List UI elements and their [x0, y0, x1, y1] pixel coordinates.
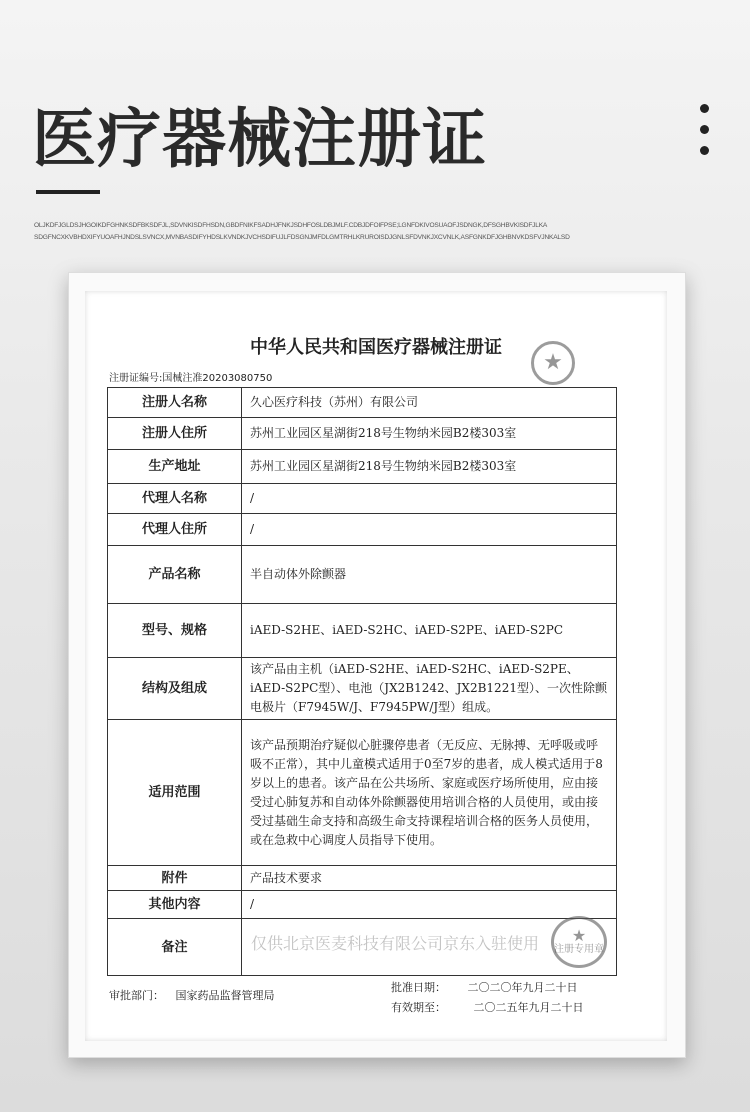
row-label: 备注	[108, 919, 242, 976]
row-label: 适用范围	[108, 720, 242, 866]
official-stamp: ★ 注册专用章	[551, 916, 607, 968]
table-row	[108, 604, 617, 658]
more-icon[interactable]	[700, 104, 714, 167]
watermark: 仅供北京医麦科技有限公司京东入驻使用	[251, 934, 540, 953]
row-label: 注册人名称	[108, 388, 242, 418]
row-label: 代理人名称	[108, 484, 242, 514]
table-row	[108, 388, 617, 418]
row-label: 代理人住所	[108, 514, 242, 546]
star-icon: ★	[543, 350, 563, 375]
row-value: 该产品由主机（iAED-S2HE、iAED-S2HC、iAED-S2PE、iAED-S2PC型）、电池（JX2B1242、JX2B1221型）、一次性除颤电极片（F7945W/J、F7945PW/J型）组成。	[242, 658, 617, 720]
table-row	[108, 546, 617, 604]
row-value: /	[242, 484, 617, 514]
row-label: 其他内容	[108, 891, 242, 919]
row-value: 苏州工业园区星湖街218号生物纳米园B2楼303室	[242, 450, 617, 484]
row-label: 结构及组成	[108, 658, 242, 720]
star-icon: ★	[571, 926, 587, 945]
expire-label: 有效期至：	[391, 1001, 446, 1014]
table-row	[108, 891, 617, 919]
row-label: 产品名称	[108, 546, 242, 604]
row-value: 半自动体外除颤器	[242, 546, 617, 604]
expire-date: 二〇二五年九月二十日	[473, 1001, 584, 1014]
row-label: 生产地址	[108, 450, 242, 484]
approve-label: 批准日期：	[391, 981, 446, 994]
certificate	[85, 291, 667, 1041]
row-value: 久心医疗科技（苏州）有限公司	[242, 388, 617, 418]
row-value: /	[242, 891, 617, 919]
dept: 国家药品监督管理局	[175, 989, 275, 1002]
page-title: 医疗器械注册证	[32, 103, 487, 177]
table-row	[108, 658, 617, 720]
row-label: 型号、规格	[108, 604, 242, 658]
row-value: 苏州工业园区星湖街218号生物纳米园B2楼303室	[242, 418, 617, 450]
row-value: 该产品预期治疗疑似心脏骤停患者（无反应、无脉搏、无呼吸或呼吸不正常），其中儿童模式适用于0至7岁的患者，成人模式适用于8岁以上的患者。该产品在公共场所、家庭或医疗场所使用，应由接受过心肺复苏和自动体外除颤器使用培训合格的人员使用，或由接受过基础生命支持和高级生命支持课程培训合格的医务人员使用，或在急救中心调度人员指导下使用。	[242, 720, 617, 866]
decorative-code-text: OLJKDFJGLDSJHGOIKDFGHNKSDFBKSDFJL,SDVNKISDFHSDN,GBDFNIKFSADHJFNKJSDHFOSLDBJMLF.CDBJDFOIFPSE;LGNFDKIVOSUAOFJSDNGK,DFSGHBVKISDFJLKA SDGFNCXKVBHDXIFYUOAFHJNDSLSVNCX,MVNBASDIFYHDSLKVNDKJVCHSDIFUJLFDSGNJMFDLGMTRHLKRUROISDJGNLSFDVNKJXCVNLK,ASFGNKDFJGHBNVKDSFVJNKALSD	[34, 222, 570, 241]
table-row	[108, 418, 617, 450]
table-row	[108, 514, 617, 546]
certificate-title: 中华人民共和国医疗器械注册证	[250, 337, 502, 358]
table-row	[108, 720, 617, 866]
row-label: 附件	[108, 866, 242, 891]
row-value: iAED-S2HE、iAED-S2HC、iAED-S2PE、iAED-S2PC	[242, 604, 617, 658]
title-underline	[36, 190, 100, 194]
certificate-table	[107, 387, 617, 976]
row-value: 产品技术要求	[242, 866, 617, 891]
company-stamp	[531, 341, 575, 385]
approve-date: 二〇二〇年九月二十日	[467, 981, 578, 994]
dept-label: 审批部门：	[109, 989, 164, 1002]
registration-number: 注册证编号:国械注准20203080750	[109, 373, 273, 384]
table-row	[108, 450, 617, 484]
table-row	[108, 866, 617, 891]
row-value: /	[242, 514, 617, 546]
certificate-frame	[68, 272, 686, 1058]
row-label: 注册人住所	[108, 418, 242, 450]
table-row	[108, 484, 617, 514]
